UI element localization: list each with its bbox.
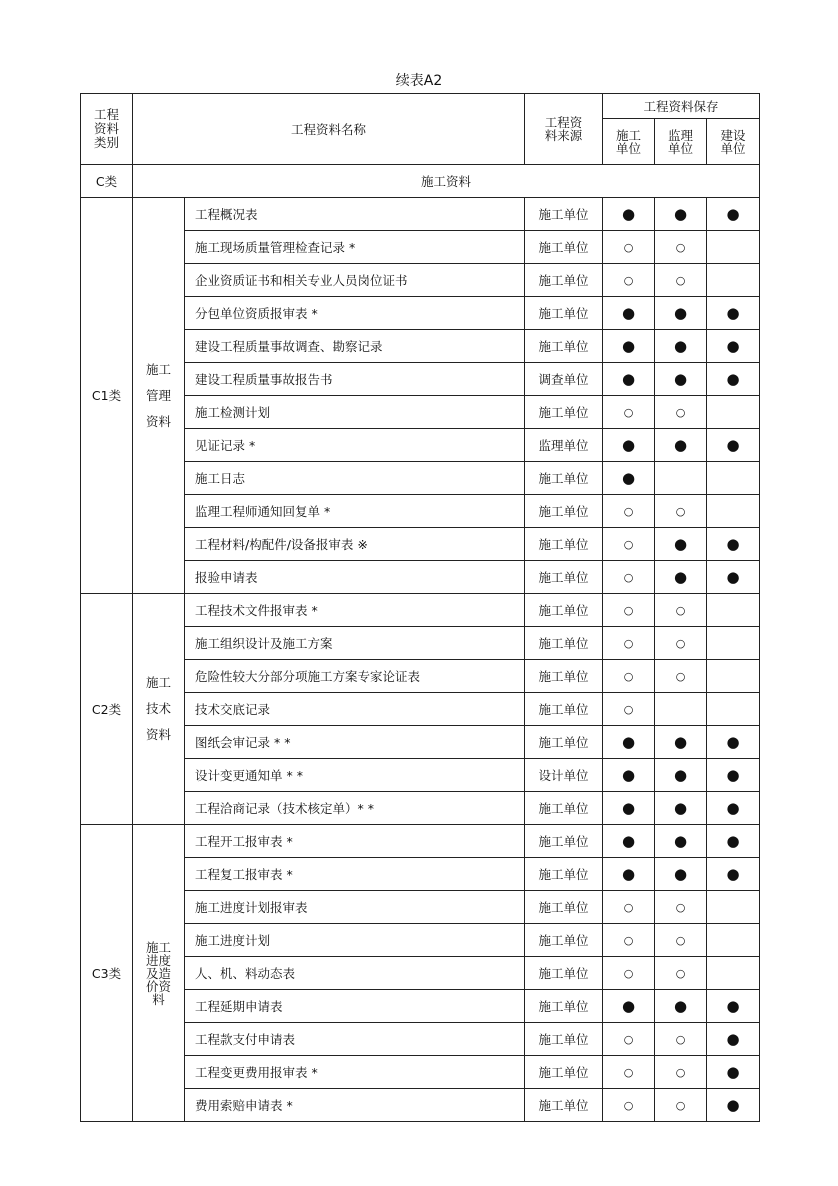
store-owner	[707, 924, 760, 957]
document-name: 建设工程质量事故报告书	[185, 363, 525, 396]
store-construction: ●	[603, 726, 655, 759]
store-construction: ○	[603, 957, 655, 990]
document-source: 施工单位	[525, 693, 603, 726]
document-source: 施工单位	[525, 957, 603, 990]
document-name: 技术交底记录	[185, 693, 525, 726]
store-owner	[707, 891, 760, 924]
store-owner: ●	[707, 1089, 760, 1122]
store-construction: ●	[603, 330, 655, 363]
table-title: 续表A2	[395, 73, 443, 89]
document-name: 施工组织设计及施工方案	[185, 627, 525, 660]
group-code: C2类	[81, 594, 133, 825]
header-category: 工程资料类别	[81, 94, 133, 165]
store-supervision: ○	[655, 1023, 707, 1056]
document-source: 施工单位	[525, 462, 603, 495]
store-supervision: ○	[655, 1089, 707, 1122]
store-construction: ●	[603, 297, 655, 330]
store-supervision: ●	[655, 858, 707, 891]
document-name: 工程开工报审表 *	[185, 825, 525, 858]
document-source: 施工单位	[525, 891, 603, 924]
store-owner: ●	[707, 1056, 760, 1089]
store-owner: ●	[707, 363, 760, 396]
store-owner	[707, 462, 760, 495]
store-supervision: ○	[655, 627, 707, 660]
store-supervision	[655, 462, 707, 495]
document-source: 施工单位	[525, 660, 603, 693]
document-source: 施工单位	[525, 528, 603, 561]
store-supervision: ○	[655, 264, 707, 297]
store-supervision: ○	[655, 495, 707, 528]
document-name: 工程延期申请表	[185, 990, 525, 1023]
store-supervision: ●	[655, 759, 707, 792]
document-source: 监理单位	[525, 429, 603, 462]
store-construction: ○	[603, 495, 655, 528]
store-construction: ○	[603, 561, 655, 594]
document-source: 施工单位	[525, 792, 603, 825]
document-source: 施工单位	[525, 231, 603, 264]
store-construction: ○	[603, 891, 655, 924]
document-source: 施工单位	[525, 1056, 603, 1089]
store-owner: ●	[707, 561, 760, 594]
document-name: 设计变更通知单 * *	[185, 759, 525, 792]
document-source: 施工单位	[525, 198, 603, 231]
store-supervision: ●	[655, 990, 707, 1023]
store-owner: ●	[707, 825, 760, 858]
table-row	[81, 594, 760, 627]
document-source: 施工单位	[525, 858, 603, 891]
document-name: 工程材料/构配件/设备报审表 ※	[185, 528, 525, 561]
document-source: 施工单位	[525, 264, 603, 297]
store-construction: ○	[603, 396, 655, 429]
store-supervision: ○	[655, 594, 707, 627]
store-owner: ●	[707, 759, 760, 792]
document-source: 施工单位	[525, 297, 603, 330]
store-supervision: ○	[655, 924, 707, 957]
document-source: 施工单位	[525, 495, 603, 528]
document-source: 施工单位	[525, 990, 603, 1023]
store-supervision: ●	[655, 792, 707, 825]
header-name: 工程资料名称	[133, 94, 525, 165]
document-name: 施工日志	[185, 462, 525, 495]
store-supervision: ○	[655, 957, 707, 990]
store-owner	[707, 396, 760, 429]
store-owner: ●	[707, 528, 760, 561]
group-code: C1类	[81, 198, 133, 594]
document-source: 调查单位	[525, 363, 603, 396]
document-name: 施工检测计划	[185, 396, 525, 429]
header-unit-supervision: 监理单位	[655, 119, 707, 165]
document-name: 危险性较大分部分项施工方案专家论证表	[185, 660, 525, 693]
document-source: 施工单位	[525, 825, 603, 858]
document-source: 施工单位	[525, 924, 603, 957]
store-owner: ●	[707, 858, 760, 891]
document-source: 施工单位	[525, 1089, 603, 1122]
store-construction: ○	[603, 627, 655, 660]
group-label: 施工管理资料	[133, 198, 185, 594]
document-source: 设计单位	[525, 759, 603, 792]
store-supervision: ○	[655, 231, 707, 264]
table-row	[81, 825, 760, 858]
document-name: 费用索赔申请表 *	[185, 1089, 525, 1122]
document-name: 施工进度计划	[185, 924, 525, 957]
document-name: 监理工程师通知回复单 *	[185, 495, 525, 528]
store-construction: ○	[603, 231, 655, 264]
store-construction: ●	[603, 759, 655, 792]
store-construction: ○	[603, 594, 655, 627]
store-supervision: ○	[655, 660, 707, 693]
document-name: 工程概况表	[185, 198, 525, 231]
store-construction: ●	[603, 198, 655, 231]
store-construction: ●	[603, 363, 655, 396]
group-label: 施工技术资料	[133, 594, 185, 825]
store-supervision: ●	[655, 726, 707, 759]
store-owner	[707, 627, 760, 660]
store-supervision: ●	[655, 297, 707, 330]
store-owner: ●	[707, 792, 760, 825]
store-construction: ○	[603, 924, 655, 957]
store-owner	[707, 693, 760, 726]
store-construction: ○	[603, 1023, 655, 1056]
document-name: 工程技术文件报审表 *	[185, 594, 525, 627]
store-construction: ●	[603, 792, 655, 825]
document-name: 工程变更费用报审表 *	[185, 1056, 525, 1089]
store-supervision: ○	[655, 891, 707, 924]
store-owner: ●	[707, 990, 760, 1023]
header-unit-construction: 施工单位	[603, 119, 655, 165]
store-supervision	[655, 693, 707, 726]
store-construction: ●	[603, 462, 655, 495]
document-source: 施工单位	[525, 1023, 603, 1056]
store-supervision: ○	[655, 1056, 707, 1089]
store-construction: ○	[603, 528, 655, 561]
store-construction: ○	[603, 264, 655, 297]
header-source: 工程资料来源	[525, 94, 603, 165]
store-owner	[707, 594, 760, 627]
store-construction: ○	[603, 1089, 655, 1122]
store-supervision: ●	[655, 198, 707, 231]
store-supervision: ●	[655, 825, 707, 858]
section-code: C类	[81, 165, 133, 198]
archive-table	[80, 93, 760, 1122]
table-row	[81, 198, 760, 231]
group-label: 施工进度及造价资料	[133, 825, 185, 1122]
store-supervision: ●	[655, 561, 707, 594]
store-construction: ●	[603, 990, 655, 1023]
document-name: 图纸会审记录 * *	[185, 726, 525, 759]
document-name: 见证记录 *	[185, 429, 525, 462]
store-owner: ●	[707, 330, 760, 363]
document-name: 企业资质证书和相关专业人员岗位证书	[185, 264, 525, 297]
section-label: 施工资料	[133, 165, 760, 198]
group-code: C3类	[81, 825, 133, 1122]
store-owner: ●	[707, 1023, 760, 1056]
store-construction: ○	[603, 1056, 655, 1089]
document-source: 施工单位	[525, 726, 603, 759]
store-construction: ●	[603, 858, 655, 891]
store-owner: ●	[707, 726, 760, 759]
document-name: 施工现场质量管理检查记录 *	[185, 231, 525, 264]
store-owner: ●	[707, 429, 760, 462]
document-source: 施工单位	[525, 561, 603, 594]
document-source: 施工单位	[525, 594, 603, 627]
store-owner	[707, 495, 760, 528]
document-source: 施工单位	[525, 396, 603, 429]
document-name: 建设工程质量事故调查、勘察记录	[185, 330, 525, 363]
store-supervision: ○	[655, 396, 707, 429]
document-name: 工程款支付申请表	[185, 1023, 525, 1056]
document-source: 施工单位	[525, 330, 603, 363]
document-name: 分包单位资质报审表 *	[185, 297, 525, 330]
store-owner: ●	[707, 297, 760, 330]
document-name: 施工进度计划报审表	[185, 891, 525, 924]
store-supervision: ●	[655, 528, 707, 561]
store-construction: ○	[603, 693, 655, 726]
store-supervision: ●	[655, 429, 707, 462]
store-supervision: ●	[655, 363, 707, 396]
store-construction: ○	[603, 660, 655, 693]
store-owner: ●	[707, 198, 760, 231]
store-owner	[707, 660, 760, 693]
document-name: 人、机、料动态表	[185, 957, 525, 990]
store-owner	[707, 957, 760, 990]
store-supervision: ●	[655, 330, 707, 363]
header-unit-owner: 建设单位	[707, 119, 760, 165]
document-name: 工程复工报审表 *	[185, 858, 525, 891]
store-construction: ●	[603, 825, 655, 858]
store-owner	[707, 231, 760, 264]
document-name: 报验申请表	[185, 561, 525, 594]
store-owner	[707, 264, 760, 297]
document-name: 工程洽商记录（技术核定单）* *	[185, 792, 525, 825]
header-storage: 工程资料保存	[603, 94, 760, 119]
document-source: 施工单位	[525, 627, 603, 660]
store-construction: ●	[603, 429, 655, 462]
